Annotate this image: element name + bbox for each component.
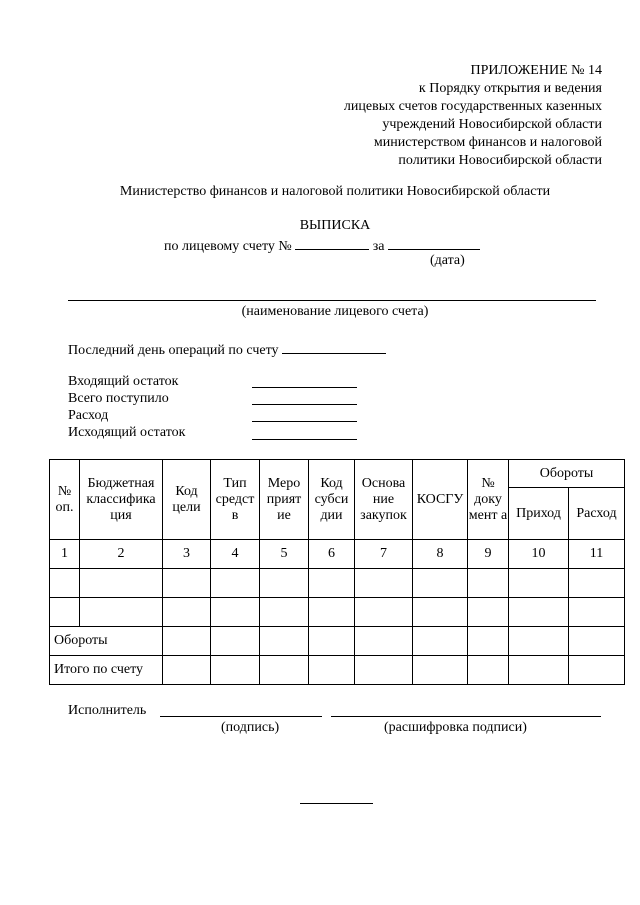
- date-field[interactable]: [388, 236, 480, 250]
- header-purpose-code: Код цели: [163, 460, 211, 540]
- column-number: 8: [413, 540, 468, 569]
- table-cell[interactable]: [413, 656, 468, 685]
- table-cell[interactable]: [509, 627, 569, 656]
- table-cell[interactable]: [569, 656, 625, 685]
- signature-caption: (подпись): [221, 720, 280, 735]
- table-cell[interactable]: [355, 569, 413, 598]
- last-day-row: [68, 340, 386, 359]
- column-number: 3: [163, 540, 211, 569]
- header-income: Приход: [509, 488, 569, 540]
- table-cell[interactable]: [163, 598, 211, 627]
- total-row-label: Итого по счету: [50, 656, 163, 685]
- table-cell[interactable]: [260, 569, 309, 598]
- incoming-balance-field[interactable]: [252, 373, 357, 388]
- column-number: 6: [309, 540, 355, 569]
- header-budget-classification: Бюджетная классифика ция: [80, 460, 163, 540]
- table-cell[interactable]: [211, 569, 260, 598]
- table-cell[interactable]: [509, 598, 569, 627]
- table-cell[interactable]: [163, 569, 211, 598]
- table-cell[interactable]: [509, 569, 569, 598]
- table-cell[interactable]: [260, 627, 309, 656]
- table-cell[interactable]: [468, 656, 509, 685]
- signature-decode-field[interactable]: [331, 716, 601, 717]
- header-procurement-basis: Основа ние закупок: [355, 460, 413, 540]
- column-number: 1: [50, 540, 80, 569]
- table-cell[interactable]: [468, 598, 509, 627]
- table-cell[interactable]: [211, 627, 260, 656]
- table-cell[interactable]: [211, 598, 260, 627]
- header-kosgu: КОСГУ: [413, 460, 468, 540]
- table-cell[interactable]: [509, 656, 569, 685]
- table-row: [50, 569, 625, 598]
- table-cell[interactable]: [163, 627, 211, 656]
- appendix-line: министерством финансов и налоговой: [373, 135, 602, 150]
- last-day-field[interactable]: [282, 340, 386, 354]
- header-op-number: № оп.: [50, 460, 80, 540]
- executor-label: Исполнитель: [68, 703, 147, 718]
- header-document-number: № доку мент а: [468, 460, 509, 540]
- table-cell[interactable]: [309, 598, 355, 627]
- outgoing-balance-field[interactable]: [252, 424, 357, 440]
- table-cell[interactable]: [569, 627, 625, 656]
- appendix-line: учреждений Новосибирской области: [382, 117, 602, 132]
- column-number: 5: [260, 540, 309, 569]
- total-received-label: Всего поступило: [68, 391, 169, 406]
- incoming-balance-label: Входящий остаток: [68, 374, 179, 389]
- table-cell[interactable]: [355, 656, 413, 685]
- statement-table: [49, 459, 625, 685]
- column-number: 9: [468, 540, 509, 569]
- account-name-field[interactable]: [68, 300, 596, 301]
- appendix-line: политики Новосибирской области: [398, 153, 602, 168]
- turnover-row-label: Обороты: [50, 627, 163, 656]
- header-turnover: Обороты: [509, 460, 625, 488]
- table-cell[interactable]: [260, 656, 309, 685]
- column-number: 7: [355, 540, 413, 569]
- table-cell[interactable]: [163, 656, 211, 685]
- table-cell[interactable]: [569, 569, 625, 598]
- table-row: [50, 598, 625, 627]
- account-name-caption: (наименование лицевого счета): [241, 304, 429, 319]
- signature-decode-caption: (расшифровка подписи): [384, 720, 527, 735]
- expense-label: Расход: [68, 408, 109, 423]
- account-middle: за: [372, 239, 385, 254]
- appendix-line: лицевых счетов государственных казенных: [343, 99, 602, 114]
- turnover-row: [50, 627, 625, 656]
- table-cell[interactable]: [413, 627, 468, 656]
- last-day-label: Последний день операций по счету: [68, 343, 279, 358]
- account-number-field[interactable]: [295, 236, 369, 250]
- column-number: 2: [80, 540, 163, 569]
- total-row: [50, 656, 625, 685]
- ministry-name: Министерство финансов и налоговой политики Новосибирской области: [119, 184, 551, 199]
- header-subsidy-code: Код субси дии: [309, 460, 355, 540]
- account-prefix: по лицевому счету №: [164, 239, 292, 254]
- total-received-field[interactable]: [252, 390, 357, 405]
- table-cell[interactable]: [355, 598, 413, 627]
- table-cell[interactable]: [80, 598, 163, 627]
- header-activity: Меро прият ие: [260, 460, 309, 540]
- table-cell[interactable]: [413, 569, 468, 598]
- expense-field[interactable]: [252, 407, 357, 422]
- table-cell[interactable]: [309, 569, 355, 598]
- header-expense: Расход: [569, 488, 625, 540]
- document-title: ВЫПИСКА: [299, 218, 371, 233]
- appendix-header: [344, 62, 602, 170]
- date-caption: (дата): [430, 253, 465, 268]
- table-cell[interactable]: [413, 598, 468, 627]
- column-number: 10: [509, 540, 569, 569]
- table-cell[interactable]: [50, 598, 80, 627]
- column-number: 11: [569, 540, 625, 569]
- table-cell[interactable]: [309, 656, 355, 685]
- table-cell[interactable]: [309, 627, 355, 656]
- page-bottom-line: [300, 803, 373, 804]
- table-cell[interactable]: [260, 598, 309, 627]
- outgoing-balance-label: Исходящий остаток: [68, 425, 186, 440]
- table-cell[interactable]: [80, 569, 163, 598]
- header-funds-type: Тип средст в: [211, 460, 260, 540]
- table-cell[interactable]: [468, 569, 509, 598]
- table-cell[interactable]: [468, 627, 509, 656]
- table-cell[interactable]: [50, 569, 80, 598]
- signature-field[interactable]: [160, 716, 322, 717]
- table-cell[interactable]: [569, 598, 625, 627]
- table-cell[interactable]: [355, 627, 413, 656]
- table-cell[interactable]: [211, 656, 260, 685]
- appendix-line: к Порядку открытия и ведения: [418, 81, 602, 96]
- appendix-line: ПРИЛОЖЕНИЕ № 14: [470, 63, 602, 78]
- column-number: 4: [211, 540, 260, 569]
